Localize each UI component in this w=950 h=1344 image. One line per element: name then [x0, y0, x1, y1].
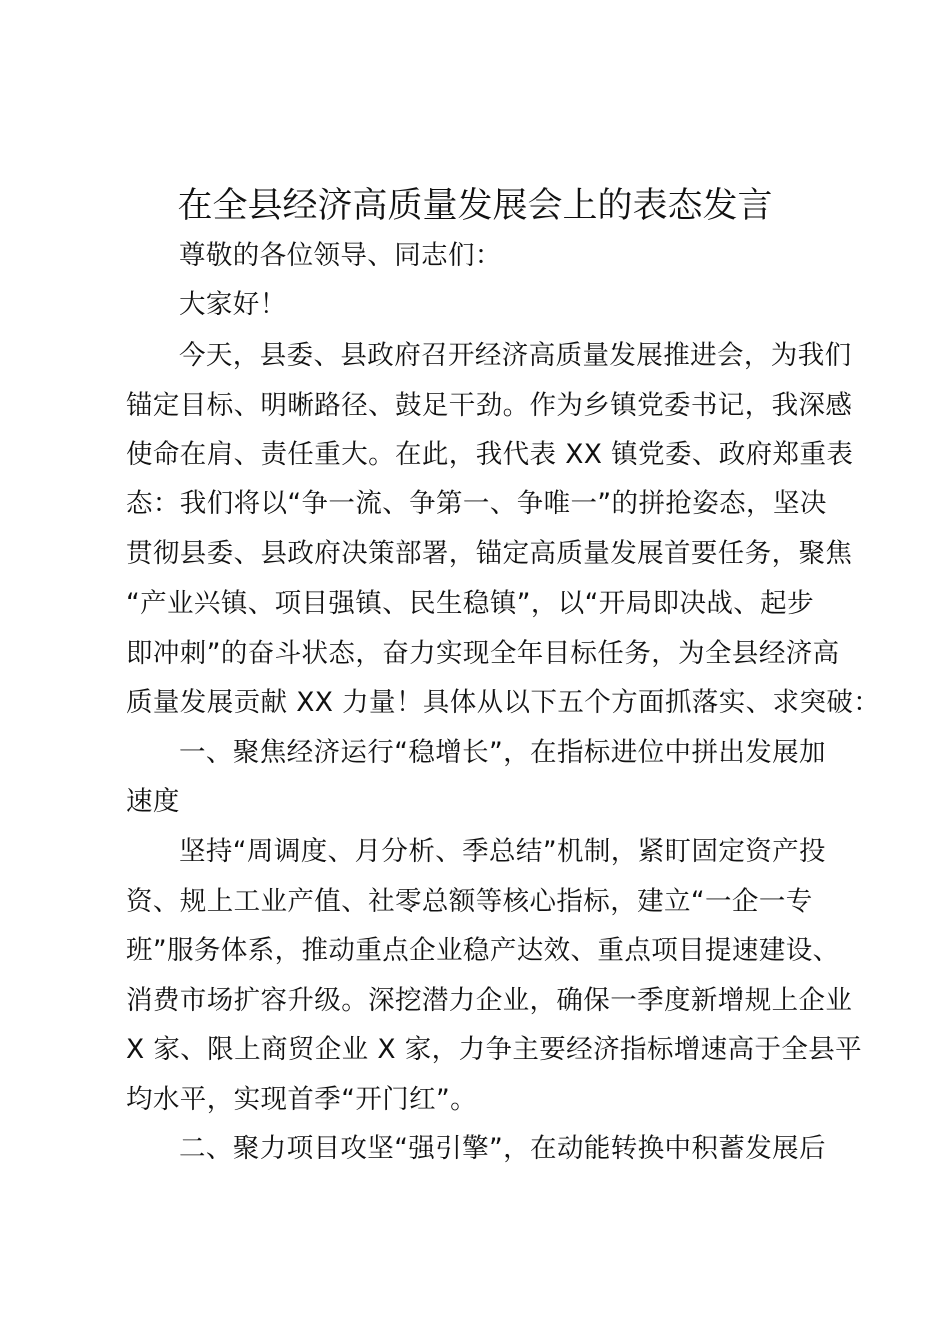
greeting: 大家好！ — [179, 289, 287, 320]
section-body-line: X 家、限上商贸企业 X 家，力争主要经济指标增速高于全县平 — [126, 1034, 863, 1065]
intro-line: 使命在肩、责任重大。在此，我代表 XX 镇党委、政府郑重表 — [126, 439, 854, 470]
intro-line: 今天，县委、县政府召开经济高质量发展推进会，为我们 — [179, 340, 852, 371]
section-heading: 二、聚力项目攻坚“强引擎”，在动能转换中积蓄发展后 — [179, 1133, 826, 1164]
intro-line: 贯彻县委、县政府决策部署，锚定高质量发展首要任务，聚焦 — [126, 538, 853, 569]
intro-line: 质量发展贡献 XX 力量！具体从以下五个方面抓落实、求突破： — [126, 687, 881, 718]
section-body-line: 坚持“周调度、月分析、季总结”机制，紧盯固定资产投 — [179, 836, 826, 867]
intro-line: 锚定目标、明晰路径、鼓足干劲。作为乡镇党委书记，我深感 — [126, 390, 853, 421]
intro-line: “产业兴镇、项目强镇、民生稳镇”，以“开局即决战、起步 — [126, 588, 814, 619]
document-title: 在全县经济高质量发展会上的表态发言 — [177, 186, 773, 226]
section-heading: 速度 — [126, 786, 180, 817]
section-body-line: 消费市场扩容升级。深挖潜力企业，确保一季度新增规上企业 — [126, 985, 853, 1016]
section-body-line: 班”服务体系，推动重点企业稳产达效、重点项目提速建设、 — [126, 935, 840, 966]
intro-line: 即冲刺”的奋斗状态，奋力实现全年目标任务，为全县经济高 — [126, 638, 840, 669]
intro-line: 态：我们将以“争一流、争第一、争唯一”的拼抢姿态，坚决 — [126, 488, 827, 519]
salutation: 尊敬的各位领导、同志们： — [179, 240, 502, 271]
section-body-line: 资、规上工业产值、社零总额等核心指标，建立“一企一专 — [126, 886, 813, 917]
section-body-line: 均水平，实现首季“开门红”。 — [126, 1084, 478, 1115]
section-heading: 一、聚焦经济运行“稳增长”，在指标进位中拼出发展加 — [179, 737, 826, 768]
